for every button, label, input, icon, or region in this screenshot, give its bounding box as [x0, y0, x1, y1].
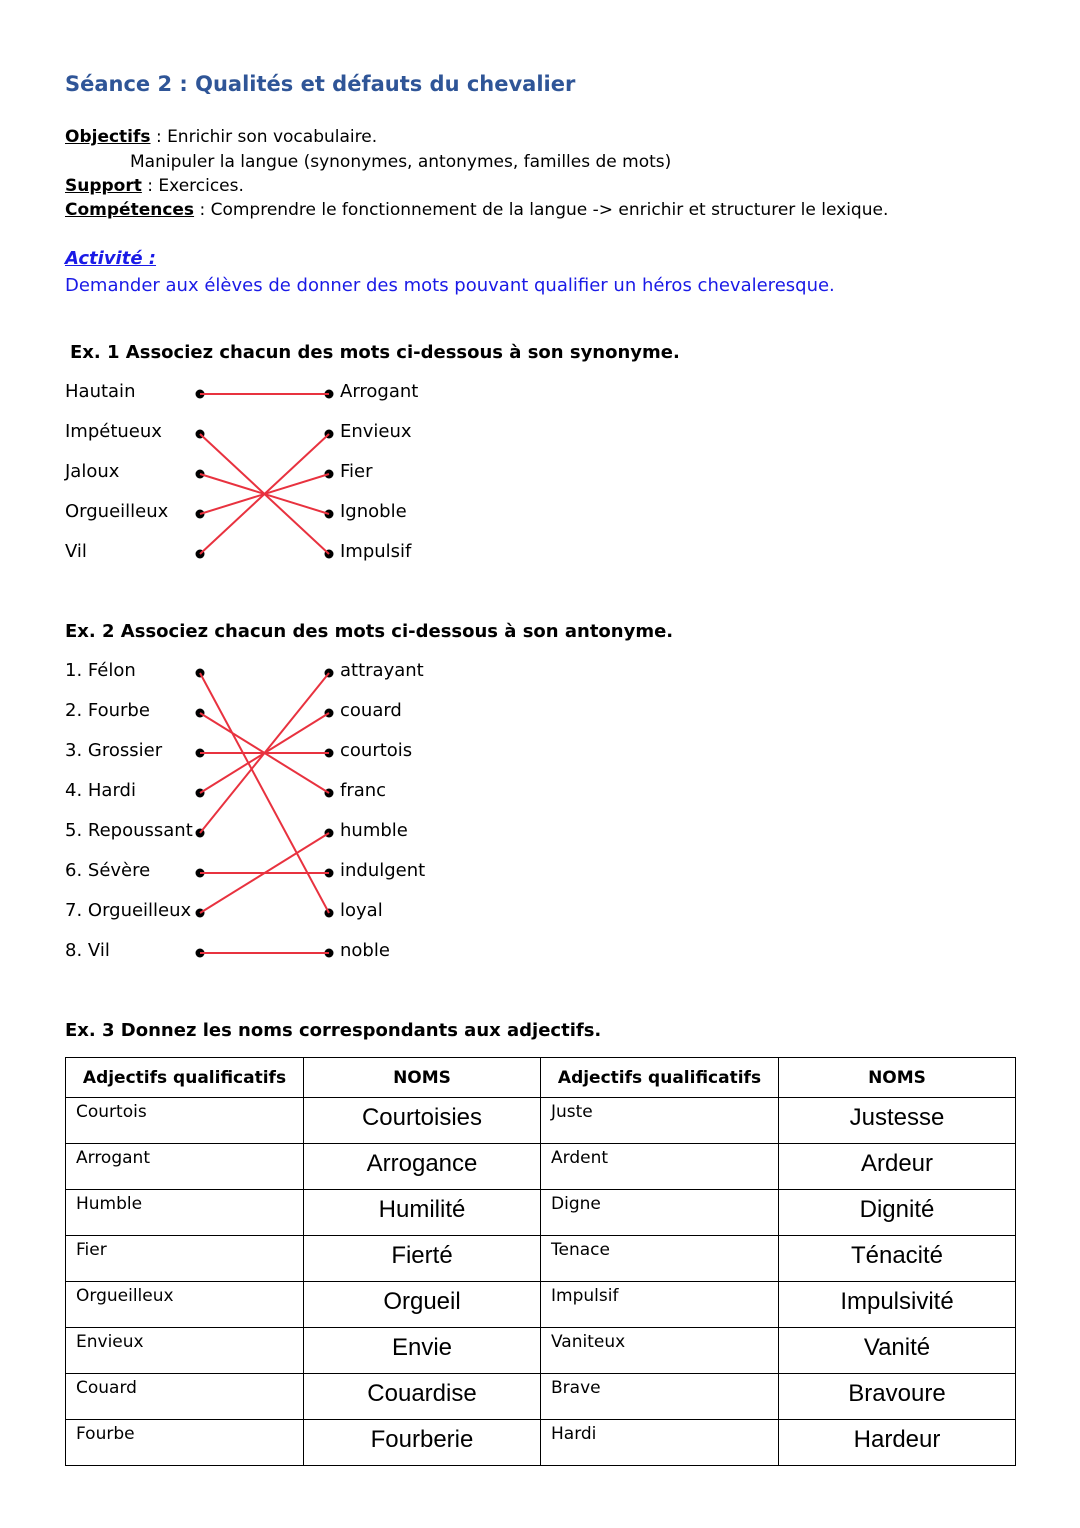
ex1-left-word: Orgueilleux: [65, 501, 169, 522]
ex1-right-word: Fier: [340, 461, 373, 482]
ex3-heading: Ex. 3 Donnez les noms correspondants aux adjectifs.: [65, 1020, 602, 1041]
header-adjectifs-1: Adjectifs qualificatifs: [66, 1058, 304, 1098]
table-row: [66, 1328, 1016, 1374]
noun-cell: Dignité: [779, 1190, 1016, 1236]
objectifs-value2: Manipuler la langue (synonymes, antonymes, familles de mots): [130, 152, 672, 172]
adjective-cell: Ardent: [541, 1144, 779, 1190]
ex1-left-word: Hautain: [65, 381, 136, 402]
adjective-cell: Impulsif: [541, 1282, 779, 1328]
ex1-left-word: Impétueux: [65, 421, 162, 442]
header-noms-2: NOMS: [779, 1058, 1016, 1098]
adjective-cell: Juste: [541, 1098, 779, 1144]
noun-cell: Courtoisies: [304, 1098, 541, 1144]
table-row: [66, 1236, 1016, 1282]
objectifs-label: Objectifs: [65, 127, 151, 147]
ex2-right-word: courtois: [340, 740, 413, 761]
ex2-left-word: 3. Grossier: [65, 740, 163, 761]
adjective-cell: Brave: [541, 1374, 779, 1420]
activity-text: Demander aux élèves de donner des mots pouvant qualifier un héros chevaleresque.: [65, 275, 835, 296]
adjective-cell: Digne: [541, 1190, 779, 1236]
ex1-right-word: Arrogant: [340, 381, 419, 402]
adjective-cell: Couard: [66, 1374, 304, 1420]
noun-cell: Bravoure: [779, 1374, 1016, 1420]
ex2-left-word: 7. Orgueilleux: [65, 900, 192, 921]
ex2-right-word: couard: [340, 700, 402, 721]
noun-cell: Vanité: [779, 1328, 1016, 1374]
nouns-table: [65, 1057, 1016, 1466]
noun-cell: Humilité: [304, 1190, 541, 1236]
ex2-match-line: [200, 673, 329, 913]
adjective-cell: Courtois: [66, 1098, 304, 1144]
noun-cell: Ténacité: [779, 1236, 1016, 1282]
table-header-row: [66, 1058, 1016, 1098]
ex2-left-word: 6. Sévère: [65, 860, 151, 881]
noun-cell: Justesse: [779, 1098, 1016, 1144]
adjective-cell: Fourbe: [66, 1420, 304, 1466]
noun-cell: Couardise: [304, 1374, 541, 1420]
objectifs-value: : Enrichir son vocabulaire.: [155, 127, 378, 147]
ex1-heading: Ex. 1 Associez chacun des mots ci-dessous à son synonyme.: [70, 342, 680, 363]
page-title: Séance 2 : Qualités et défauts du chevalier: [65, 72, 576, 96]
ex1-right-word: Ignoble: [340, 501, 407, 522]
table-row: [66, 1190, 1016, 1236]
adjective-cell: Envieux: [66, 1328, 304, 1374]
support-label: Support: [65, 176, 142, 196]
adjective-cell: Arrogant: [66, 1144, 304, 1190]
ex2-left-word: 8. Vil: [65, 940, 110, 961]
support-value: : Exercices.: [147, 176, 244, 196]
ex2-left-word: 1. Félon: [65, 660, 136, 681]
noun-cell: Fourberie: [304, 1420, 541, 1466]
ex2-left-word: 2. Fourbe: [65, 700, 150, 721]
adjective-cell: Hardi: [541, 1420, 779, 1466]
noun-cell: Arrogance: [304, 1144, 541, 1190]
header-noms-1: NOMS: [304, 1058, 541, 1098]
adjective-cell: Fier: [66, 1236, 304, 1282]
noun-cell: Fierté: [304, 1236, 541, 1282]
ex2-right-word: indulgent: [340, 860, 426, 881]
table-row: [66, 1420, 1016, 1466]
ex2-left-word: 4. Hardi: [65, 780, 136, 801]
adjective-cell: Humble: [66, 1190, 304, 1236]
table-row: [66, 1144, 1016, 1190]
table-row: [66, 1098, 1016, 1144]
ex1-right-word: Impulsif: [340, 541, 412, 562]
noun-cell: Impulsivité: [779, 1282, 1016, 1328]
adjective-cell: Tenace: [541, 1236, 779, 1282]
noun-cell: Orgueil: [304, 1282, 541, 1328]
activity-heading: Activité :: [65, 248, 157, 269]
ex2-right-word: franc: [340, 780, 387, 801]
ex2-right-word: humble: [340, 820, 408, 841]
ex2-right-word: loyal: [340, 900, 383, 921]
ex2-heading: Ex. 2 Associez chacun des mots ci-dessous à son antonyme.: [65, 621, 674, 642]
noun-cell: Ardeur: [779, 1144, 1016, 1190]
noun-cell: Envie: [304, 1328, 541, 1374]
noun-cell: Hardeur: [779, 1420, 1016, 1466]
ex2-left-word: 5. Repoussant: [65, 820, 193, 841]
ex1-left-word: Jaloux: [65, 461, 120, 482]
ex1-right-word: Envieux: [340, 421, 412, 442]
ex1-left-word: Vil: [65, 541, 87, 562]
ex2-right-word: noble: [340, 940, 390, 961]
competences-label: Compétences: [65, 200, 195, 220]
table-row: [66, 1282, 1016, 1328]
table-row: [66, 1374, 1016, 1420]
ex2-right-word: attrayant: [340, 660, 424, 681]
header-adjectifs-2: Adjectifs qualificatifs: [541, 1058, 779, 1098]
competences-value: : Comprendre le fonctionnement de la langue -> enrichir et structurer le lexique.: [199, 200, 889, 220]
adjective-cell: Orgueilleux: [66, 1282, 304, 1328]
adjective-cell: Vaniteux: [541, 1328, 779, 1374]
